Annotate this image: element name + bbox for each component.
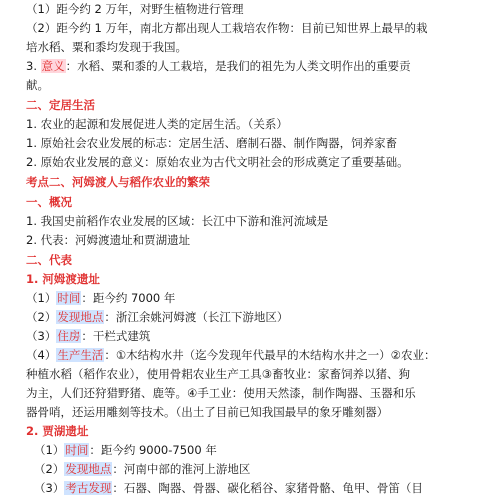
highlight-label: 生产生活 xyxy=(57,348,104,362)
section-heading: 二、代表 xyxy=(26,253,72,267)
text-line: 1. 我国史前稻作农业发展的区域：长江中下游和淮河流域是 xyxy=(26,214,329,228)
text-line xyxy=(34,479,474,497)
highlight-label: 发现地点 xyxy=(65,462,112,476)
line-text: ：距今约 7000 年 xyxy=(81,291,176,305)
line-prefix: （3） xyxy=(34,481,65,495)
text-line: 1. 原始社会农业发展的标志：定居生活、磨制石器、制作陶器，饲养家畜 xyxy=(26,136,398,150)
line-prefix: 3. xyxy=(26,59,41,73)
text-line xyxy=(26,308,474,326)
text-line: 献。 xyxy=(26,78,49,92)
line-text: ：①木结构水井（迄今发现年代最早的木结构水井之一）②农业： xyxy=(104,348,436,362)
sub-heading: 2. 贾湖遗址 xyxy=(26,424,89,438)
text-line: （2）距今约 1 万年，南北方都出现人工栽培农作物：目前已知世界上最早的栽 xyxy=(26,21,428,35)
line-prefix: （2） xyxy=(26,310,57,324)
line-text: ：距今约 9000-7500 年 xyxy=(89,443,217,457)
highlight-label: 考古发现 xyxy=(65,481,112,495)
text-line: 1. 农业的起源和发展促进人类的定居生活。（关系） xyxy=(26,117,288,131)
text-line: 培水稻、粟和黍均发现于我国。 xyxy=(26,40,187,54)
highlight-label: 意义 xyxy=(41,59,65,73)
text-line xyxy=(34,460,474,478)
text-line: （1）距今约 2 万年，对野生植物进行管理 xyxy=(26,2,244,16)
text-line: 2. 原始农业发展的意义：原始农业为古代文明社会的形成奠定了重要基础。 xyxy=(26,155,409,169)
text-line xyxy=(26,289,474,307)
line-prefix: （1） xyxy=(26,291,57,305)
line-text: ：浙江余姚河姆渡（长江下游地区） xyxy=(104,310,289,324)
text-line: 2. 代表：河姆渡遗址和贾湖遗址 xyxy=(26,233,191,247)
line-prefix: （4） xyxy=(26,348,57,362)
line-text: ：干栏式建筑 xyxy=(81,329,151,343)
section-heading: 一、概况 xyxy=(26,195,72,209)
text-line xyxy=(34,441,474,459)
text-line xyxy=(26,327,474,345)
line-text: ：石器、陶器、骨器、碳化稻谷、家猪骨骼、龟甲、骨笛（目 xyxy=(112,481,423,495)
line-prefix: （1） xyxy=(34,443,65,457)
point-heading: 考点二、河姆渡人与稻作农业的繁荣 xyxy=(26,175,210,189)
text-line: 种植水稻（稻作农业），使用骨耜农业生产工具③畜牧业：家畜饲养以猪、狗 xyxy=(26,367,411,381)
highlight-label: 时间 xyxy=(65,443,89,457)
line-prefix: （2） xyxy=(34,462,65,476)
line-prefix: （3） xyxy=(26,329,57,343)
sub-heading: 1. 河姆渡遗址 xyxy=(26,272,100,286)
line-text: ：水稻、粟和黍的人工栽培，是我们的祖先为人类文明作出的重要贡 xyxy=(65,59,411,73)
highlight-label: 时间 xyxy=(57,291,81,305)
text-line: 器骨哨，还运用雕刻等技术。（出土了目前已知我国最早的象牙雕刻器） xyxy=(26,405,389,419)
text-line: 为主，人们还狩猎野猪、鹿等。④手工业：使用天然漆，制作陶器、玉器和乐 xyxy=(26,386,416,400)
line-text: ：河南中部的淮河上游地区 xyxy=(112,462,251,476)
highlight-label: 发现地点 xyxy=(57,310,104,324)
section-heading: 二、定居生活 xyxy=(26,98,95,112)
text-line xyxy=(26,57,474,75)
text-line xyxy=(26,346,474,364)
highlight-label: 住房 xyxy=(57,329,81,343)
